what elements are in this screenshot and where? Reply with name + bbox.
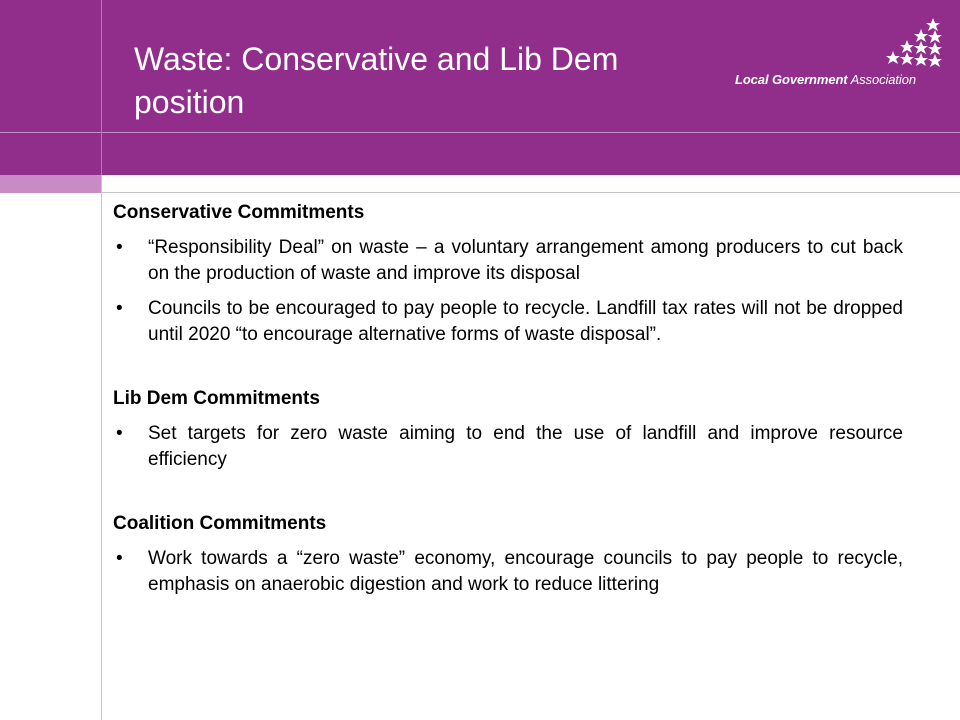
section-spacer (113, 357, 903, 386)
bullet-item (113, 235, 903, 287)
bullet-dot: • (116, 548, 123, 569)
logo-text-bold: Local Government (735, 72, 848, 87)
bullet-list (113, 235, 903, 348)
bullet-text: Work towards a “zero waste” economy, encourage councils to pay people to recycle, emphasis on anaerobic digestion and work to reduce littering (148, 548, 903, 595)
slide-body (113, 200, 903, 607)
bullet-dot: • (116, 237, 123, 258)
content-top-rule (101, 192, 960, 193)
bullet-list (113, 546, 903, 598)
slide-title: Waste: Conservative and Lib Dem position (134, 41, 619, 120)
bullet-text: “Responsibility Deal” on waste – a voluntary arrangement among producers to cut back on the production of waste and improve its disposal (148, 237, 903, 284)
header-margin-rule (101, 0, 102, 175)
section-heading: Lib Dem Commitments (113, 388, 320, 409)
bullet-dot: • (116, 298, 123, 319)
section-heading: Coalition Commitments (113, 513, 327, 534)
lga-logo (735, 16, 950, 96)
bullet-item (113, 546, 903, 598)
section-lib-dem (113, 386, 903, 473)
bullet-text: Councils to be encouraged to pay people to recycle. Landfill tax rates will not be dropped until 2020 “to encourage alternative forms of waste disposal”. (148, 298, 903, 345)
logo-text-regular: Association (847, 72, 916, 87)
bullet-item (113, 296, 903, 348)
header-divider (0, 132, 960, 133)
section-coalition (113, 511, 903, 598)
bullet-text: Set targets for zero waste aiming to end the use of landfill and improve resource efficiency (148, 423, 903, 470)
bullet-item (113, 421, 903, 473)
bullet-dot: • (116, 423, 123, 444)
logo-wordmark (735, 72, 950, 87)
accent-block (0, 175, 101, 193)
section-spacer (113, 482, 903, 511)
bullet-list (113, 421, 903, 473)
section-heading: Conservative Commitments (113, 202, 365, 223)
star-cluster-icon (875, 18, 947, 76)
section-conservative (113, 200, 903, 348)
